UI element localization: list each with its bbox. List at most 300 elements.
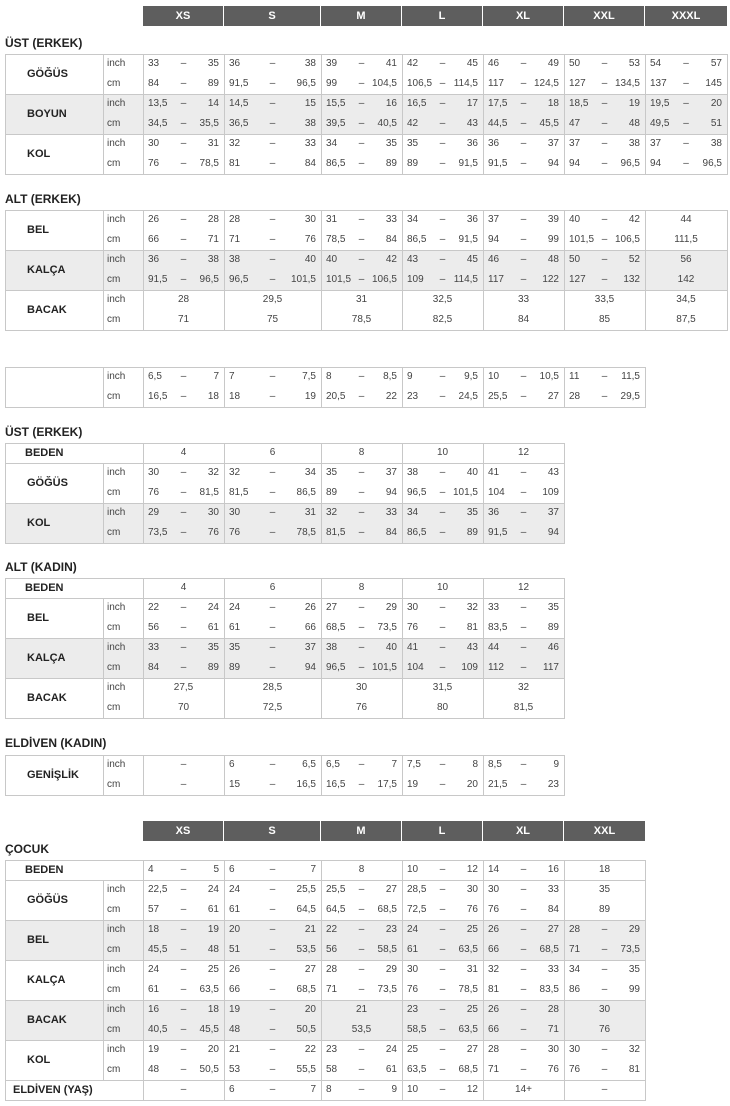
range-dash: – <box>269 391 276 402</box>
range-min: 48 <box>229 1024 241 1035</box>
unit-inch: inch <box>107 294 126 305</box>
range-max: 81 <box>628 1064 640 1075</box>
inch-value <box>143 250 224 270</box>
unit-inch: inch <box>107 467 126 478</box>
range-max: 23 <box>547 779 559 790</box>
cm-value <box>483 154 564 174</box>
grid-v-line <box>402 443 403 543</box>
range-min: 66 <box>148 234 160 245</box>
beden-value: 8 <box>358 864 365 875</box>
cm-value: 75 <box>266 314 279 325</box>
row-label-kalça: KALÇA <box>27 652 66 664</box>
cm-value <box>143 618 224 638</box>
range-min: 33 <box>488 602 500 613</box>
range-max: 28 <box>207 214 219 225</box>
inch-value <box>321 503 402 523</box>
range-min: 26 <box>148 214 160 225</box>
grid-v-line <box>321 367 322 407</box>
cm-value <box>483 523 564 543</box>
range-dash: – <box>269 234 276 245</box>
grid-v-line <box>224 367 225 407</box>
size-header-xxxl: XXXL <box>645 6 727 26</box>
range-max: 18 <box>547 98 559 109</box>
grid-v-line <box>103 920 104 960</box>
unit-cm: cm <box>107 158 121 169</box>
range-max: 29 <box>385 964 397 975</box>
cm-value <box>402 387 483 407</box>
grid-v-line <box>103 880 104 920</box>
range-max: 32 <box>466 602 478 613</box>
range-min: 104 <box>488 487 505 498</box>
inch-value <box>483 134 564 154</box>
range-max: 39 <box>547 214 559 225</box>
range-max: 30 <box>304 214 316 225</box>
inch-value: 21 <box>355 1004 368 1015</box>
range-min: 117 <box>488 78 504 89</box>
range-max: 76 <box>466 904 478 915</box>
range-dash: – <box>439 138 446 149</box>
cm-value <box>483 230 564 250</box>
range-max: 29 <box>628 924 640 935</box>
grid-v-line <box>645 367 646 408</box>
grid-v-line <box>5 755 6 796</box>
range-min: 43 <box>407 254 419 265</box>
inch-value <box>402 638 483 658</box>
range-min: 10 <box>488 371 500 382</box>
range-max: 21 <box>304 924 316 935</box>
beden-value: 18 <box>598 864 611 875</box>
range-min: 36 <box>488 507 500 518</box>
range-min: 57 <box>148 904 160 915</box>
range-dash: – <box>439 391 446 402</box>
range-min: 35 <box>407 138 419 149</box>
range-dash: – <box>439 487 446 498</box>
range-min: 48 <box>148 1064 160 1075</box>
range-min: 99 <box>326 78 338 89</box>
range-min: 112 <box>488 662 504 673</box>
inch-value <box>321 210 402 230</box>
range-max: 94 <box>547 158 559 169</box>
range-min: 86 <box>569 984 581 995</box>
range-dash: – <box>439 1044 446 1055</box>
range-dash: – <box>358 467 365 478</box>
range-min: 117 <box>488 274 504 285</box>
unit-inch: inch <box>107 602 126 613</box>
range-dash: – <box>180 1004 187 1015</box>
range-dash: – <box>601 391 608 402</box>
range-min: 91,5 <box>229 78 249 89</box>
range-min: 58 <box>326 1064 338 1075</box>
range-max: 81 <box>466 622 478 633</box>
grid-v-line <box>5 860 6 1101</box>
range-min: 64,5 <box>326 904 346 915</box>
range-min: 15,5 <box>326 98 346 109</box>
cm-value <box>224 270 321 290</box>
footer-value <box>402 1080 483 1100</box>
range-min: 39 <box>326 58 338 69</box>
cm-value <box>402 775 483 795</box>
inch-value <box>564 367 645 387</box>
cm-value: 111,5 <box>674 234 698 245</box>
range-min: 31 <box>326 214 338 225</box>
grid-v-line <box>402 578 403 718</box>
range-max: 40 <box>304 254 316 265</box>
cm-value <box>321 775 402 795</box>
cm-value <box>321 230 402 250</box>
range-max: 76 <box>304 234 316 245</box>
inch-value <box>645 54 727 74</box>
range-min: 26 <box>229 964 241 975</box>
range-dash: – <box>439 118 446 129</box>
grid-v-line <box>103 54 104 94</box>
beden-value: 8 <box>358 582 365 593</box>
grid-v-line <box>483 755 484 795</box>
range-max: 109 <box>461 662 478 673</box>
range-min: 6,5 <box>148 371 162 382</box>
range-dash: – <box>269 964 276 975</box>
range-max: 99 <box>547 234 559 245</box>
range-dash: – <box>180 274 187 285</box>
grid-h-line <box>5 578 564 579</box>
range-dash: – <box>358 527 365 538</box>
range-dash: – <box>439 884 446 895</box>
inch-value <box>402 920 483 940</box>
row-label-göğüs: GÖĞÜS <box>27 477 68 489</box>
cm-value <box>483 900 564 920</box>
cm-value: 80 <box>436 702 449 713</box>
cm-value <box>143 1020 224 1040</box>
unit-cm: cm <box>107 622 121 633</box>
range-dash: – <box>269 1024 276 1035</box>
range-max: 19 <box>207 924 219 935</box>
cm-value <box>564 74 645 94</box>
range-min: 23 <box>407 391 419 402</box>
cm-value <box>402 74 483 94</box>
range-min: 9 <box>407 371 413 382</box>
cm-value <box>321 523 402 543</box>
range-max: 28 <box>547 1004 559 1015</box>
inch-value <box>224 134 321 154</box>
range-max: 57 <box>710 58 722 69</box>
row-label-göğüs: GÖĞÜS <box>27 894 68 906</box>
grid-v-line <box>103 250 104 290</box>
range-max: 71 <box>207 234 219 245</box>
cm-value <box>143 658 224 678</box>
range-max: 15 <box>304 98 316 109</box>
cm-value <box>143 523 224 543</box>
range-dash: – <box>520 138 527 149</box>
range-min: 51 <box>229 944 241 955</box>
unit-inch: inch <box>107 254 126 265</box>
inch-value <box>224 503 321 523</box>
range-dash: – <box>269 58 276 69</box>
inch-value <box>402 250 483 270</box>
range-min: 89 <box>407 158 419 169</box>
size-header-xxl: XXL <box>564 6 645 26</box>
range-min: 41 <box>488 467 500 478</box>
range-max: 20 <box>304 1004 316 1015</box>
range-dash: – <box>269 527 276 538</box>
cm-value <box>143 387 224 407</box>
grid-v-line <box>321 578 322 718</box>
range-min: 28,5 <box>407 884 427 895</box>
range-min: 49,5 <box>650 118 670 129</box>
inch-value <box>143 1000 224 1020</box>
range-min: 24 <box>229 884 241 895</box>
range-max: 37 <box>385 467 397 478</box>
range-max: 32 <box>207 467 219 478</box>
range-min: 34 <box>407 214 419 225</box>
range-dash: – <box>180 371 187 382</box>
unit-inch: inch <box>107 98 126 109</box>
grid-h-line <box>5 407 645 408</box>
range-dash: – <box>439 371 446 382</box>
cm-value <box>224 900 321 920</box>
inch-value <box>224 1000 321 1020</box>
range-dash: – <box>601 98 608 109</box>
range-dash: – <box>601 254 608 265</box>
range-dash: – <box>520 944 527 955</box>
range-min: 26 <box>488 924 500 935</box>
range-min: 86,5 <box>407 234 427 245</box>
range-max: 38 <box>304 118 316 129</box>
range-min: 91,5 <box>148 274 168 285</box>
cm-value <box>143 74 224 94</box>
range-min: 66 <box>488 944 500 955</box>
range-min: 61 <box>148 984 160 995</box>
range-dash: – <box>269 1064 276 1075</box>
grid-v-line <box>727 210 728 331</box>
range-max: 96,5 <box>702 158 722 169</box>
range-max: 63,5 <box>458 944 478 955</box>
range-dash: – <box>358 234 365 245</box>
inch-value: 35 <box>598 884 611 895</box>
inch-value: 44 <box>680 214 692 225</box>
range-dash: – <box>269 214 276 225</box>
range-dash: – <box>683 58 689 69</box>
cm-value <box>224 230 321 250</box>
range-max: 10,5 <box>539 371 559 382</box>
inch-value <box>645 94 727 114</box>
inch-value <box>224 880 321 900</box>
range-min: 16,5 <box>326 779 346 790</box>
range-max: 32 <box>628 1044 640 1055</box>
range-max: 35 <box>466 507 478 518</box>
range-max: 91,5 <box>458 234 478 245</box>
range-max: 99 <box>628 984 640 995</box>
range-max: 24 <box>207 602 219 613</box>
range-min: 94 <box>488 234 500 245</box>
range-dash: – <box>269 759 276 770</box>
range-max: 53 <box>628 58 640 69</box>
inch-value <box>321 367 402 387</box>
row-label-boyun: BOYUN <box>27 108 67 120</box>
range-dash: – <box>180 964 187 975</box>
inch-value <box>402 94 483 114</box>
range-dash: – <box>180 98 187 109</box>
grid-v-line <box>103 1040 104 1080</box>
inch-value: 28 <box>177 294 190 305</box>
cm-value: 87,5 <box>676 314 696 325</box>
section-title: ÇOCUK <box>5 842 49 856</box>
inch-value <box>402 54 483 74</box>
range-max: 7 <box>391 759 397 770</box>
range-max: 73,5 <box>377 984 397 995</box>
range-min: 4 <box>148 864 154 875</box>
unit-cm: cm <box>107 234 121 245</box>
cm-value <box>402 940 483 960</box>
range-min: 10 <box>407 864 419 875</box>
range-dash: – <box>439 274 446 285</box>
range-max: 29,5 <box>620 391 640 402</box>
range-max: 52 <box>628 254 640 265</box>
range-min: 19,5 <box>650 98 670 109</box>
range-dash: – <box>180 662 187 673</box>
cm-value <box>402 618 483 638</box>
cm-value <box>321 658 402 678</box>
cm-value <box>321 154 402 174</box>
range-dash: – <box>601 78 608 89</box>
range-dash: – <box>180 158 187 169</box>
range-min: 30 <box>148 467 160 478</box>
inch-value: 28,5 <box>262 682 283 693</box>
range-dash: – <box>683 138 689 149</box>
cm-value <box>143 270 224 290</box>
range-dash: – <box>358 642 365 653</box>
range-max: 104,5 <box>371 78 397 89</box>
range-dash: – <box>180 1044 187 1055</box>
range-dash: – <box>520 904 527 915</box>
range-max: 101,5 <box>290 274 316 285</box>
cm-value <box>224 387 321 407</box>
grid-v-line <box>224 578 225 718</box>
cm-value <box>143 900 224 920</box>
range-max: 31 <box>207 138 219 149</box>
range-max: 19 <box>304 391 316 402</box>
cm-value: 81,5 <box>513 702 534 713</box>
range-min: 26 <box>488 1004 500 1015</box>
range-max: 30 <box>207 507 219 518</box>
inch-value <box>321 54 402 74</box>
range-min: 34 <box>326 138 338 149</box>
range-min: 40,5 <box>148 1024 168 1035</box>
size-header-m: M <box>321 6 402 26</box>
range-max: 11,5 <box>621 371 640 382</box>
cm-value <box>564 387 645 407</box>
range-dash: – <box>520 58 527 69</box>
range-max: 24 <box>385 1044 397 1055</box>
grid-v-line <box>321 860 322 1100</box>
grid-v-line <box>143 443 144 543</box>
range-min: 22 <box>326 924 338 935</box>
range-dash: – <box>520 487 527 498</box>
range-min: 89 <box>326 487 338 498</box>
range-dash: – <box>180 487 187 498</box>
range-min: 44,5 <box>488 118 508 129</box>
range-min: 6 <box>229 1084 235 1095</box>
range-min: 66 <box>229 984 241 995</box>
range-max: 84 <box>385 234 397 245</box>
cm-value: 82,5 <box>432 314 453 325</box>
range-max: 16 <box>547 864 559 875</box>
range-max: 8,5 <box>383 371 397 382</box>
range-min: 45,5 <box>148 944 168 955</box>
grid-v-line <box>402 755 403 795</box>
range-dash: – <box>439 98 446 109</box>
range-min: 38 <box>407 467 419 478</box>
inch-value: – <box>180 759 187 770</box>
range-max: 33 <box>304 138 316 149</box>
inch-value <box>321 1040 402 1060</box>
range-dash: – <box>269 507 276 518</box>
range-min: 28 <box>569 391 581 402</box>
range-dash: – <box>683 158 689 169</box>
range-dash: – <box>180 234 187 245</box>
inch-value <box>321 638 402 658</box>
range-min: 32 <box>229 467 241 478</box>
range-max: 124,5 <box>533 78 559 89</box>
cm-value <box>402 270 483 290</box>
cm-value <box>143 980 224 1000</box>
unit-inch: inch <box>107 1044 126 1055</box>
range-min: 32 <box>229 138 241 149</box>
cm-value <box>224 618 321 638</box>
grid-v-line <box>143 860 144 1100</box>
inch-value <box>564 920 645 940</box>
range-dash: – <box>269 642 276 653</box>
range-dash: – <box>439 779 446 790</box>
range-dash: – <box>601 158 608 169</box>
cm-value <box>483 775 564 795</box>
range-max: 45,5 <box>199 1024 219 1035</box>
range-min: 35 <box>229 642 241 653</box>
range-dash: – <box>520 622 527 633</box>
range-max: 35 <box>385 138 397 149</box>
beden-value <box>483 860 564 880</box>
range-max: 76 <box>207 527 219 538</box>
cm-value: 71 <box>177 314 190 325</box>
cm-value <box>402 114 483 134</box>
cm-value <box>143 940 224 960</box>
range-dash: – <box>358 487 365 498</box>
range-min: 22,5 <box>148 884 168 895</box>
range-max: 48 <box>547 254 559 265</box>
inch-value <box>483 54 564 74</box>
grid-v-line <box>103 94 104 134</box>
range-max: 48 <box>207 944 219 955</box>
range-max: 58,5 <box>377 944 397 955</box>
range-min: 81,5 <box>326 527 346 538</box>
range-max: 29 <box>385 602 397 613</box>
range-max: 71 <box>547 1024 559 1035</box>
range-dash: – <box>180 984 187 995</box>
range-min: 37 <box>488 214 500 225</box>
range-max: 68,5 <box>296 984 316 995</box>
range-max: 30 <box>466 884 478 895</box>
range-max: 132 <box>623 274 640 285</box>
grid-v-line <box>483 860 484 1100</box>
range-max: 45 <box>466 58 478 69</box>
inch-value <box>321 134 402 154</box>
range-max: 61 <box>207 622 219 633</box>
range-dash: – <box>269 1044 276 1055</box>
section-title: ALT (KADIN) <box>5 560 77 574</box>
range-max: 73,5 <box>377 622 397 633</box>
range-max: 68,5 <box>458 1064 478 1075</box>
range-min: 38 <box>326 642 338 653</box>
range-min: 61 <box>229 904 241 915</box>
beden-value: 4 <box>180 447 187 458</box>
